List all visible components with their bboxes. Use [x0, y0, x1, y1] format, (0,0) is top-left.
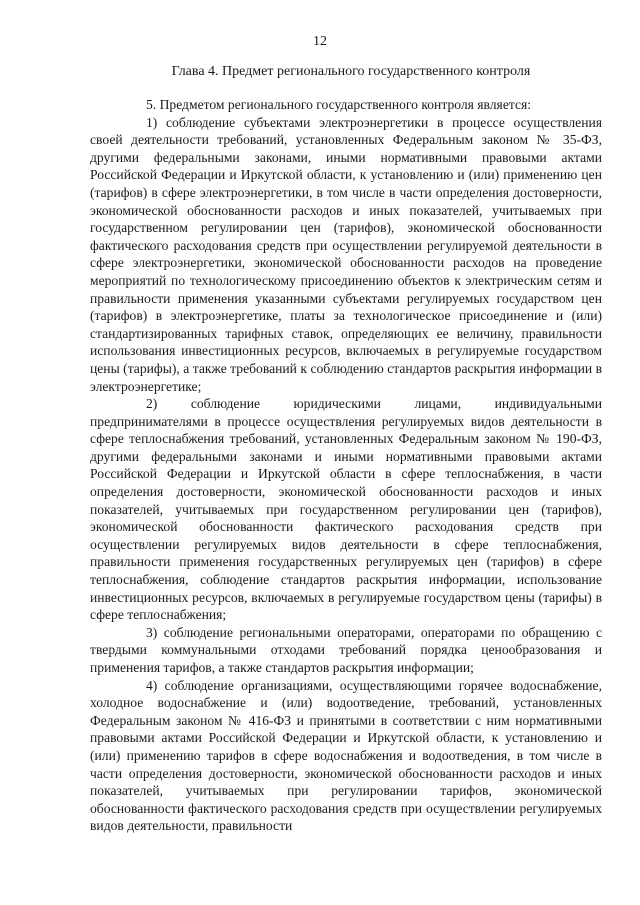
- page-number: 12: [313, 34, 327, 49]
- list-item: 4) соблюдение организациями, осуществляющими горячее водоснабжение, холодное водоснабжение и (или) водоотведение, требований, установленных Федеральным законом № 416-ФЗ и принятыми в соответствии с ним нормативными правовыми актами Российской Федерации и Иркутской области, к установлению и (или) применению тарифов в сфере водоснабжения и водоотведения, в том числе в части определения достоверности, экономической обоснованности расходов и иных показателей, учитываемых при регулировании тарифов, экономической обоснованности фактического расходования средств при осуществлении регулируемых видов деятельности, правильности: [90, 677, 602, 834]
- list-item: 2) соблюдение юридическими лицами, индивидуальными предпринимателями в процессе осуществления регулируемых видов деятельности в сфере теплоснабжения требований, установленных Федеральным законом № 190-ФЗ, другими федеральными законами и иными нормативными правовыми актами Российской Федерации и Иркутской области в сфере теплоснабжения, в части определения достоверности, экономической обоснованности расходов и иных показателей, учитываемых при государственном регулировании цен (тарифов), экономической обоснованности фактического расходования средств при осуществлении регулируемых видов деятельности в сфере теплоснабжения, правильности применения государственных регулируемых цен (тарифов) в сфере теплоснабжения, соблюдение стандартов раскрытия информации, использование инвестиционных ресурсов, включаемых в регулируемые государством цены (тарифы) в сфере теплоснабжения;: [90, 396, 602, 623]
- list-item: 1) соблюдение субъектами электроэнергетики в процессе осуществления своей деятельности требований, установленных Федеральным законом № 35-ФЗ, другими федеральными законами, иными нормативными правовыми актами Российской Федерации и Иркутской области, к установлению и (или) применению цен (тарифов) в сфере электроэнергетики, в том числе в части определения достоверности, экономической обоснованности расходов и иных показателей, учитываемых при государственном регулировании цен (тарифов), экономической обоснованности фактического расходования средств при осуществлении регулируемой деятельности в сфере электроэнергетики, экономической обоснованности расходов на проведение мероприятий по технологическому присоединению объектов к электрическим сетям и правильности применения указанными субъектами регулируемых государством цен (тарифов) в электроэнергетике, платы за технологическое присоединение и (или) стандартизированных тарифных ставок, определяющих ее величину, правильности использования инвестиционных ресурсов, включаемых в регулируемые государством цены (тарифы), а также требований к соблюдению стандартов раскрытия информации в электроэнергетике;: [90, 114, 602, 394]
- chapter-title: Глава 4. Предмет регионального государственного контроля: [171, 64, 531, 79]
- document-body: [90, 96, 602, 835]
- list-item: 3) соблюдение региональными операторами, операторами по обращению с твердыми коммунальными отходами требований порядка ценообразования и применения тарифов, а также стандартов раскрытия информации;: [90, 624, 602, 675]
- section-intro: 5. Предметом регионального государственного контроля является:: [146, 97, 532, 112]
